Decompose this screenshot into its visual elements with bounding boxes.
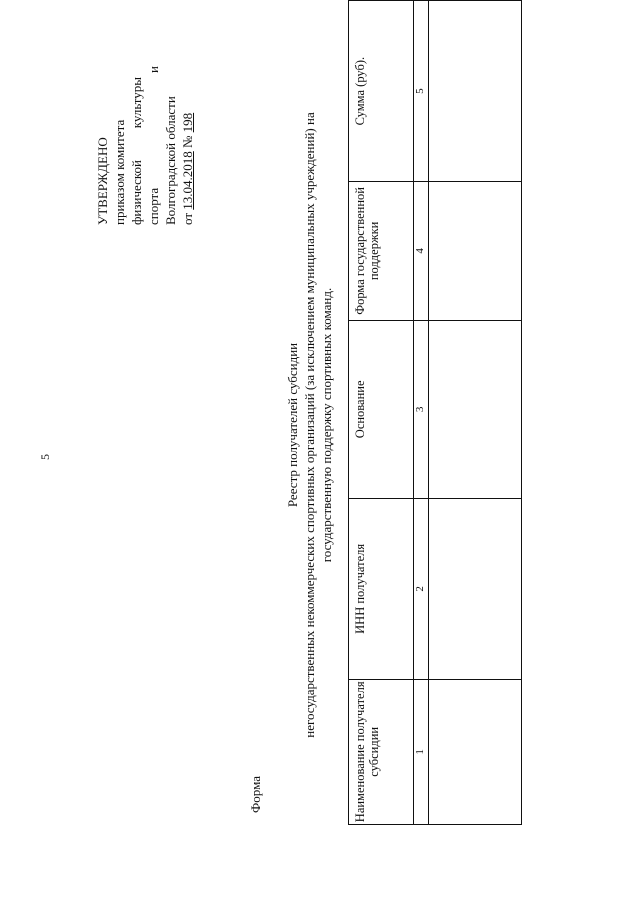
approval-heading: УТВЕРЖДЕНО — [95, 137, 110, 225]
page-number: 5 — [38, 454, 52, 460]
column-header: Наименование получателя субсидии — [349, 679, 414, 824]
column-number: 1 — [414, 679, 429, 824]
approval-line: Волгоградской области — [163, 96, 178, 225]
table-cell — [429, 679, 522, 824]
approval-line: приказом комитета — [112, 119, 127, 225]
form-label: Форма — [248, 776, 263, 813]
table-row — [429, 1, 522, 825]
column-number: 5 — [414, 1, 429, 182]
approval-line: спорта — [146, 187, 161, 225]
document-title: Реестр получателей субсидии негосударственных некоммерческих спортивных организаций (за исключением муниципальных учреждений) на государственную поддержку спортивных команд. — [285, 112, 334, 738]
column-number: 4 — [414, 182, 429, 320]
table-cell — [429, 1, 522, 182]
table-cell — [429, 320, 522, 499]
column-number: 2 — [414, 499, 429, 680]
column-header: ИНН получателя — [349, 499, 414, 680]
table-number-row — [414, 1, 429, 825]
approval-date-line: от 13.04.2018 № 198 — [180, 112, 195, 225]
column-header: Основание — [349, 320, 414, 499]
column-header: Сумма (руб). — [349, 1, 414, 182]
table-cell — [429, 182, 522, 320]
column-header: Форма государственной поддержки — [349, 182, 414, 320]
registry-table — [348, 0, 522, 825]
approval-line: физической культуры — [129, 77, 144, 225]
approval-date: 13.04.2018 — [180, 151, 195, 210]
table-header-row — [349, 1, 414, 825]
approval-number: 198 — [180, 112, 195, 133]
column-number: 3 — [414, 320, 429, 499]
table-cell — [429, 499, 522, 680]
approval-stamp — [94, 25, 196, 225]
approval-line-end: и — [146, 66, 161, 73]
